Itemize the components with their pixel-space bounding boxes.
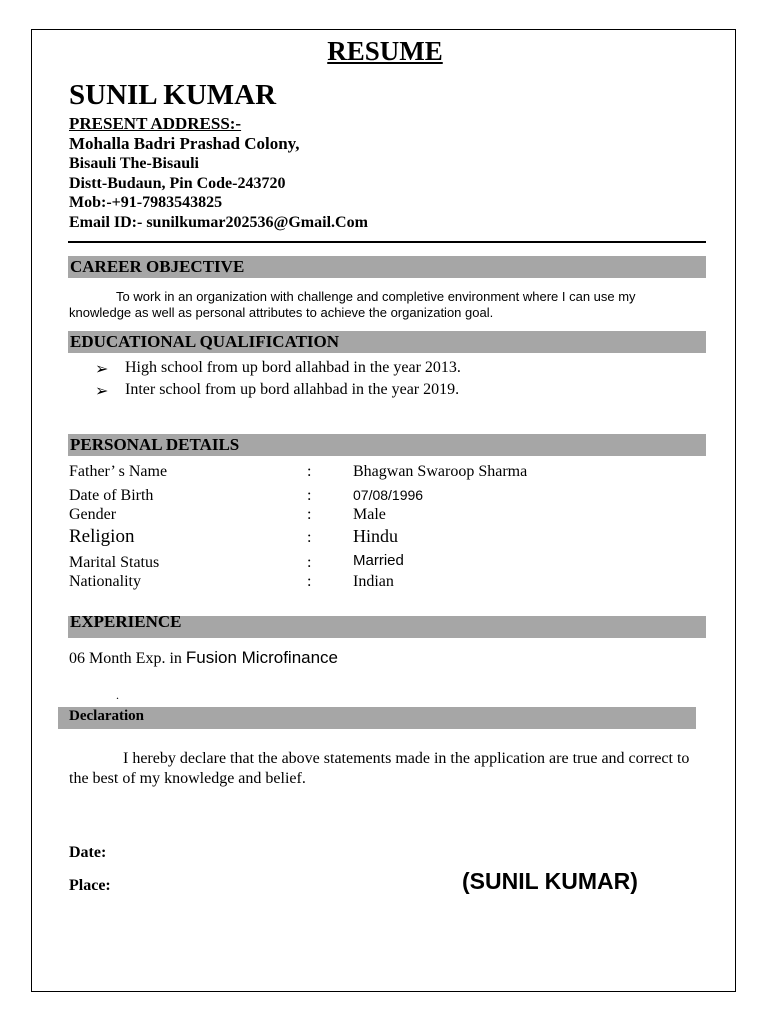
- declaration-text: I hereby declare that the above statements made in the application are true and correct to the best of my knowledge and belief.: [69, 750, 690, 787]
- header-divider: [68, 241, 706, 243]
- education-item: High school from up bord allahbad in the year 2013.: [125, 359, 461, 376]
- career-objective-text: To work in an organization with challenge and completive environment where I can use my knowledge as well as personal attributes to achieve the organization goal.: [69, 289, 636, 320]
- education-item: Inter school from up bord allahbad in the year 2019.: [125, 381, 460, 398]
- detail-key: Nationality: [69, 573, 141, 590]
- detail-key: Father’ s Name: [69, 463, 168, 480]
- bullet-icon: ➢: [95, 361, 109, 378]
- detail-key: Religion: [69, 526, 135, 547]
- experience-line: [69, 648, 338, 668]
- address-line-3: Distt-Budaun, Pin Code-243720: [69, 175, 286, 192]
- experience-duration: 06 Month Exp. in: [69, 650, 182, 667]
- declaration-band: [58, 707, 696, 729]
- address-label: PRESENT ADDRESS:-: [69, 114, 242, 133]
- detail-key: Date of Birth: [69, 487, 154, 504]
- detail-key: Gender: [69, 506, 117, 523]
- bullet-icon: ➢: [95, 383, 109, 400]
- mobile-number: Mob:-+91-7983543825: [69, 194, 223, 211]
- experience-heading: EXPERIENCE: [70, 612, 182, 631]
- career-objective-heading: CAREER OBJECTIVE: [70, 257, 245, 276]
- detail-value: Hindu: [353, 526, 398, 546]
- resume-title: RESUME: [327, 36, 443, 66]
- detail-separator: :: [307, 487, 312, 504]
- detail-value: Male: [353, 506, 386, 523]
- detail-value: Bhagwan Swaroop Sharma: [353, 463, 528, 480]
- stray-dot: .: [116, 688, 119, 702]
- candidate-name: SUNIL KUMAR: [69, 79, 277, 111]
- detail-key: Marital Status: [69, 554, 160, 571]
- detail-value: Indian: [353, 573, 394, 590]
- detail-value: 07/08/1996: [353, 487, 424, 503]
- detail-value: Married: [353, 552, 404, 569]
- detail-separator: :: [307, 463, 312, 480]
- date-label: Date:: [69, 844, 107, 861]
- address-line-2: Bisauli The-Bisauli: [69, 155, 199, 172]
- education-heading: EDUCATIONAL QUALIFICATION: [70, 332, 340, 351]
- place-label: Place:: [69, 877, 111, 894]
- declaration-heading: Declaration: [69, 708, 144, 724]
- detail-separator: :: [307, 529, 312, 546]
- address-line-1: Mohalla Badri Prashad Colony,: [69, 134, 300, 153]
- signature-name: (SUNIL KUMAR): [462, 868, 638, 894]
- detail-separator: :: [307, 573, 312, 590]
- personal-details-heading: PERSONAL DETAILS: [70, 435, 240, 454]
- detail-separator: :: [307, 506, 312, 523]
- detail-separator: :: [307, 554, 312, 571]
- experience-company: Fusion Microfinance: [185, 648, 339, 667]
- email-address: Email ID:- sunilkumar202536@Gmail.Com: [69, 214, 368, 231]
